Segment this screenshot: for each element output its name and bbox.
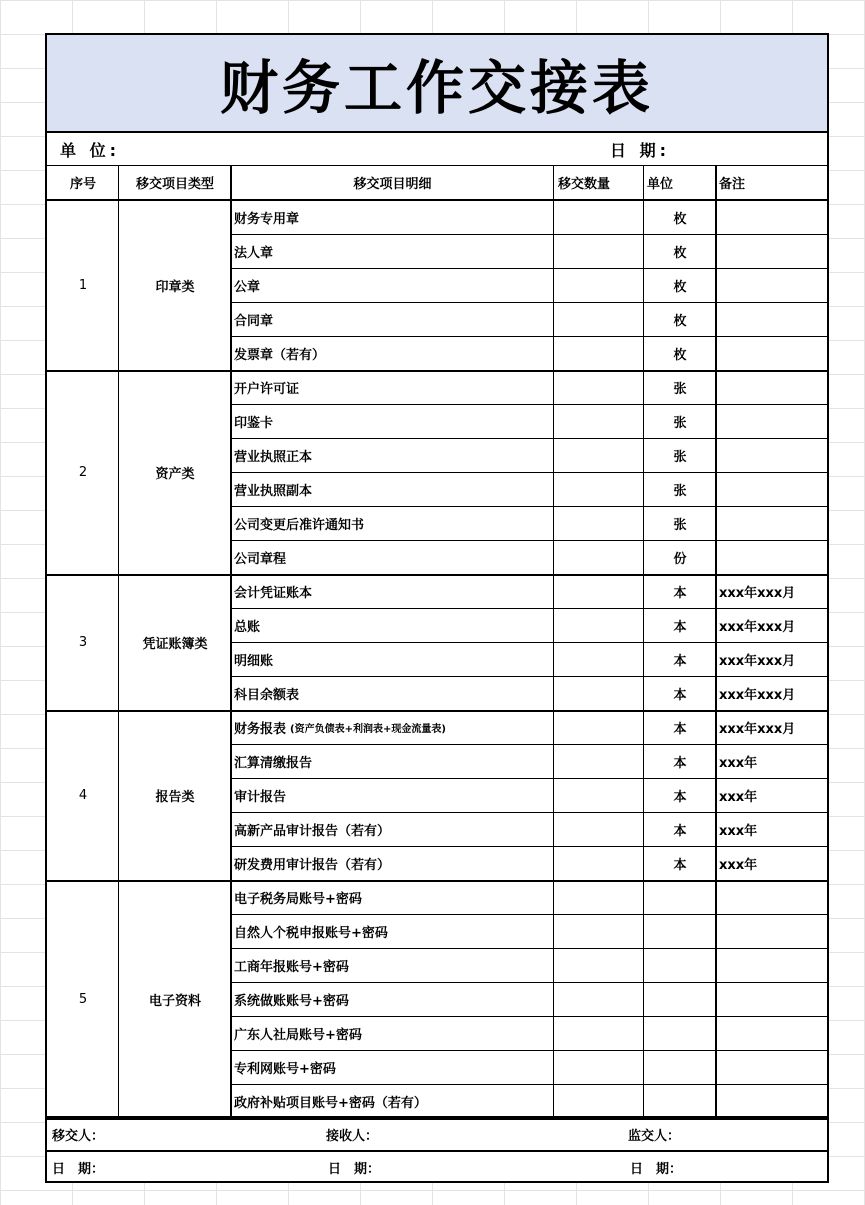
item-detail-text: 系统做账账号+密码: [234, 993, 349, 1009]
item-detail-text: 会计凭证账本: [234, 585, 313, 601]
item-detail: [231, 948, 554, 982]
item-unit: 本: [673, 755, 687, 771]
item-quantity[interactable]: [554, 1016, 644, 1050]
item-detail: [231, 1050, 554, 1084]
item-remark: [716, 506, 827, 540]
item-remark: [716, 540, 827, 574]
header-category: 移交项目类型: [135, 177, 214, 192]
item-unit: [644, 880, 716, 914]
group-category: 凭证账簿类: [142, 636, 208, 652]
item-detail-text: 财务专用章: [234, 211, 300, 227]
item-detail: [231, 302, 554, 336]
column-divider: [643, 166, 644, 1118]
item-unit: [644, 1016, 716, 1050]
item-remark: [716, 404, 827, 438]
item-remark: [716, 336, 827, 370]
item-quantity[interactable]: [554, 982, 644, 1016]
item-remark: [716, 1050, 827, 1084]
group-seq: 4: [78, 787, 88, 803]
item-unit: 本: [673, 687, 687, 703]
item-unit: 张: [673, 483, 687, 499]
item-quantity[interactable]: [554, 948, 644, 982]
item-detail-text: 政府补贴项目账号+密码（若有）: [234, 1095, 427, 1111]
item-remark: xxx年xxx月: [719, 653, 796, 669]
item-detail: [231, 1084, 554, 1118]
item-detail: [231, 540, 554, 574]
item-detail-text: 营业执照正本: [234, 449, 313, 465]
item-unit: 本: [673, 619, 687, 635]
item-remark: [716, 268, 827, 302]
item-detail-text: 总账: [234, 619, 261, 635]
header-remark: 备注: [719, 177, 746, 192]
item-detail-text: 公司变更后准许通知书: [234, 517, 365, 533]
item-detail: [231, 472, 554, 506]
item-detail-text: 高新产品审计报告（若有）: [234, 823, 391, 839]
item-quantity[interactable]: [554, 438, 644, 472]
group-category: 印章类: [155, 279, 195, 295]
item-unit: 枚: [673, 245, 687, 261]
item-quantity[interactable]: [554, 676, 644, 710]
header-detail: 移交项目明细: [353, 177, 432, 192]
item-remark: [716, 1016, 827, 1050]
item-quantity[interactable]: [554, 472, 644, 506]
item-detail-text: 汇算清缴报告: [234, 755, 313, 771]
item-quantity[interactable]: [554, 710, 644, 744]
item-detail-text: 发票章（若有）: [234, 347, 326, 363]
item-remark: [716, 472, 827, 506]
item-detail-text: 财务报表: [234, 721, 287, 737]
item-detail: [231, 744, 554, 778]
supervisor-date-label: 日 期：: [630, 1162, 683, 1177]
item-unit: [644, 914, 716, 948]
item-remark: [716, 948, 827, 982]
item-unit: 张: [673, 415, 687, 431]
item-detail: [231, 812, 554, 846]
item-remark: xxx年: [719, 857, 758, 873]
group-divider: [47, 1118, 827, 1120]
group-category: 资产类: [155, 466, 195, 482]
item-detail-text: 法人章: [234, 245, 274, 261]
item-quantity[interactable]: [554, 404, 644, 438]
item-remark: [716, 234, 827, 268]
item-detail: [231, 506, 554, 540]
item-detail-text: 合同章: [234, 313, 274, 329]
item-remark: xxx年: [719, 755, 758, 771]
group-seq: 2: [78, 464, 88, 480]
header-unit: 单位: [647, 177, 674, 192]
item-detail-text: 工商年报账号+密码: [234, 959, 349, 975]
item-detail-text: 广东人社局账号+密码: [234, 1027, 362, 1043]
group-seq: 5: [78, 991, 88, 1007]
item-detail-text: 审计报告: [234, 789, 287, 805]
column-divider: [715, 166, 717, 1118]
item-detail-text: 科目余额表: [234, 687, 300, 703]
item-detail-text: 印鉴卡: [234, 415, 274, 431]
item-unit: 本: [673, 653, 687, 669]
item-detail-text: 电子税务局账号+密码: [234, 891, 362, 907]
item-detail: [231, 200, 554, 234]
item-quantity[interactable]: [554, 200, 644, 234]
item-quantity[interactable]: [554, 506, 644, 540]
header-quantity: 移交数量: [558, 177, 611, 192]
item-detail-text: 公章: [234, 279, 261, 295]
unit-label: 单 位:: [60, 140, 120, 160]
item-quantity[interactable]: [554, 234, 644, 268]
column-divider: [553, 166, 554, 1118]
column-divider: [230, 166, 232, 1118]
item-remark: xxx年xxx月: [719, 619, 796, 635]
item-quantity[interactable]: [554, 540, 644, 574]
item-unit: 本: [673, 721, 687, 737]
item-detail: [231, 676, 554, 710]
item-unit: [644, 982, 716, 1016]
item-detail: [231, 914, 554, 948]
item-quantity[interactable]: [554, 744, 644, 778]
item-unit: 本: [673, 857, 687, 873]
item-quantity[interactable]: [554, 608, 644, 642]
group-seq: 3: [78, 634, 88, 650]
item-remark: xxx年xxx月: [719, 687, 796, 703]
item-quantity[interactable]: [554, 880, 644, 914]
item-quantity[interactable]: [554, 778, 644, 812]
item-unit: 张: [673, 381, 687, 397]
footer-divider-mid: [47, 1150, 827, 1152]
item-unit: 张: [673, 517, 687, 533]
transferor-label: 移交人：: [52, 1129, 105, 1144]
transferor-date-label: 日 期：: [52, 1162, 105, 1177]
item-quantity[interactable]: [554, 302, 644, 336]
item-unit: [644, 1084, 716, 1118]
item-quantity[interactable]: [554, 336, 644, 370]
item-detail: [231, 880, 554, 914]
item-remark: [716, 370, 827, 404]
item-remark: xxx年: [719, 823, 758, 839]
item-quantity[interactable]: [554, 268, 644, 302]
item-unit: 枚: [673, 279, 687, 295]
item-detail: [231, 574, 554, 608]
group-category: 电子资料: [148, 993, 201, 1009]
item-unit: 张: [673, 449, 687, 465]
item-detail-text: 研发费用审计报告（若有）: [234, 857, 391, 873]
item-detail: [231, 710, 554, 744]
item-detail-note: (资产负债表+利润表+现金流量表): [290, 723, 446, 735]
item-detail-text: 专利网账号+密码: [234, 1061, 336, 1077]
item-unit: 枚: [673, 313, 687, 329]
item-remark: xxx年xxx月: [719, 721, 796, 737]
item-remark: xxx年xxx月: [719, 585, 796, 601]
group-category: 报告类: [155, 789, 195, 805]
item-remark: [716, 914, 827, 948]
item-detail: [231, 438, 554, 472]
item-detail-text: 公司章程: [234, 551, 287, 567]
item-detail: [231, 370, 554, 404]
supervisor-label: 监交人：: [628, 1129, 681, 1144]
item-unit: 本: [673, 585, 687, 601]
item-detail-text: 营业执照副本: [234, 483, 313, 499]
item-quantity[interactable]: [554, 1050, 644, 1084]
header-seq: 序号: [69, 177, 96, 192]
item-detail: [231, 1016, 554, 1050]
receiver-date-label: 日 期：: [328, 1162, 381, 1177]
receiver-label: 接收人：: [326, 1129, 379, 1144]
title-band: [47, 35, 827, 133]
item-unit: 本: [673, 789, 687, 805]
item-remark: [716, 1084, 827, 1118]
item-detail-text: 明细账: [234, 653, 274, 669]
group-seq: 1: [78, 277, 88, 293]
item-remark: [716, 982, 827, 1016]
item-quantity[interactable]: [554, 846, 644, 880]
item-unit: [644, 1050, 716, 1084]
item-quantity[interactable]: [554, 574, 644, 608]
item-unit: 枚: [673, 347, 687, 363]
item-unit: 份: [673, 551, 687, 567]
item-detail: [231, 608, 554, 642]
item-remark: [716, 880, 827, 914]
item-detail: [231, 404, 554, 438]
item-remark: [716, 200, 827, 234]
item-unit: 枚: [673, 211, 687, 227]
item-detail: [231, 642, 554, 676]
item-remark: [716, 302, 827, 336]
sheet-title: 财务工作交接表: [219, 54, 654, 122]
item-quantity[interactable]: [554, 1084, 644, 1118]
item-quantity[interactable]: [554, 642, 644, 676]
column-divider: [118, 166, 119, 1118]
item-quantity[interactable]: [554, 370, 644, 404]
item-remark: xxx年: [719, 789, 758, 805]
item-remark: [716, 438, 827, 472]
item-quantity[interactable]: [554, 812, 644, 846]
item-unit: 本: [673, 823, 687, 839]
date-label: 日 期:: [610, 140, 670, 160]
item-detail: [231, 336, 554, 370]
item-unit: [644, 948, 716, 982]
item-quantity[interactable]: [554, 914, 644, 948]
footer-divider-top: [47, 1116, 827, 1118]
item-detail-text: 开户许可证: [234, 381, 300, 397]
handover-sheet: [45, 33, 829, 1183]
item-detail: [231, 846, 554, 880]
item-detail: [231, 778, 554, 812]
item-detail: [231, 268, 554, 302]
item-detail-text: 自然人个税申报账号+密码: [234, 925, 388, 941]
item-detail: [231, 982, 554, 1016]
item-detail: [231, 234, 554, 268]
